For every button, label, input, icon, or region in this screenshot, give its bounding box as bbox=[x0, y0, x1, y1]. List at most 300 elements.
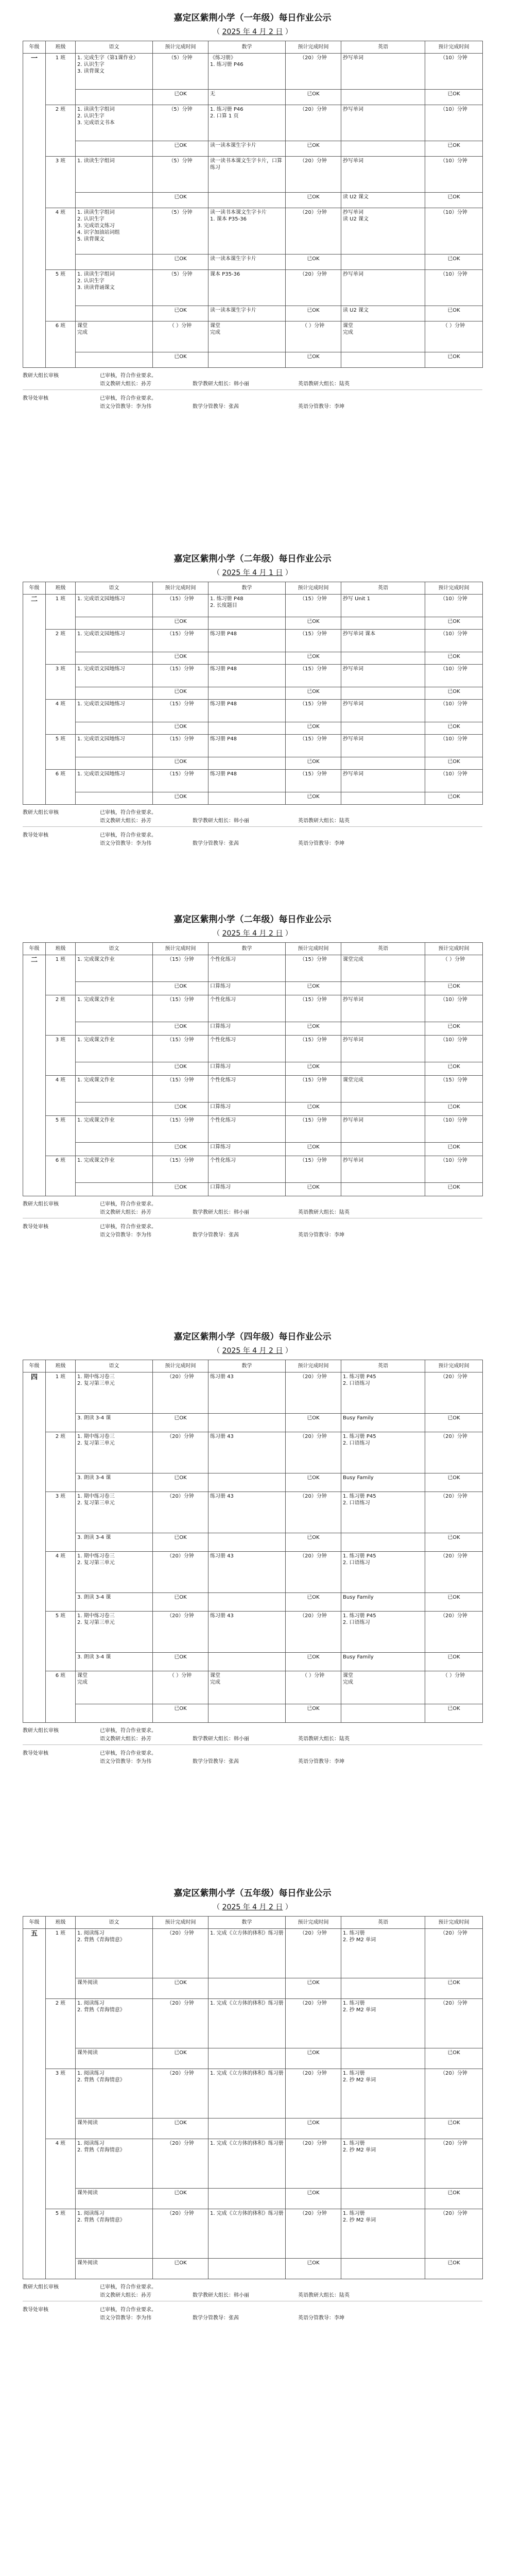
chinese-review-lead: 语文教研大组长：孙芳 bbox=[100, 818, 151, 824]
column-header: 语文 bbox=[76, 943, 153, 955]
math-time: 已OK bbox=[286, 722, 341, 735]
chinese-homework bbox=[76, 255, 153, 270]
chinese-homework: 1. 读读生字组词 bbox=[76, 157, 153, 193]
column-header: 预计完成时间 bbox=[153, 41, 208, 54]
math-time: （20）分钟 bbox=[286, 2069, 341, 2119]
table-row bbox=[23, 2189, 483, 2209]
date-open-paren: （ bbox=[213, 929, 222, 938]
english-review-lead: 英语教研大组长：陆英 bbox=[298, 2293, 350, 2298]
math-time: 已OK bbox=[286, 193, 341, 208]
chinese-homework bbox=[76, 757, 153, 770]
math-homework: 练习册 P48 bbox=[208, 700, 286, 722]
english-homework bbox=[341, 722, 425, 735]
math-homework: 读一读书本课文生字卡片，口算练习 bbox=[208, 157, 286, 193]
chinese-homework bbox=[76, 1103, 153, 1116]
math-time: 已OK bbox=[286, 306, 341, 321]
chinese-homework: 1. 读读生字组词 2. 认识生字 3. 完成语文练习 4. 识字加油站词组 5. 读背课文 bbox=[76, 208, 153, 255]
chinese-time: 已OK bbox=[153, 1183, 208, 1196]
class-cell: 2 班 bbox=[46, 995, 76, 1036]
english-time: （ ）分钟 bbox=[425, 955, 483, 982]
column-header: 年级 bbox=[23, 582, 46, 595]
chinese-time: （15）分钟 bbox=[153, 1076, 208, 1103]
math-time: （20）分钟 bbox=[286, 2139, 341, 2189]
math-homework: 个性化练习 bbox=[208, 1036, 286, 1062]
math-review-lead: 数学教研大组长：韩小丽 bbox=[193, 1210, 249, 1215]
english-homework: 抄写单词 bbox=[341, 105, 425, 141]
section-title: 嘉定区紫荆小学（二年级）每日作业公示 bbox=[173, 554, 332, 564]
review-label: 教研大组长审核 bbox=[23, 810, 59, 816]
table-row bbox=[23, 1929, 483, 1978]
chinese-time: （20）分钟 bbox=[153, 2209, 208, 2259]
math-time: （20）分钟 bbox=[286, 208, 341, 255]
chinese-homework bbox=[76, 141, 153, 157]
math-homework: 口算练习 bbox=[208, 1062, 286, 1076]
column-header: 预计完成时间 bbox=[153, 943, 208, 955]
class-cell: 5 班 bbox=[46, 2209, 76, 2279]
chinese-time: 已OK bbox=[153, 792, 208, 805]
table-row bbox=[23, 90, 483, 105]
table-row bbox=[23, 1156, 483, 1183]
english-homework bbox=[341, 1533, 425, 1552]
date-close-paren: ） bbox=[283, 929, 292, 938]
math-homework: 无 bbox=[208, 90, 286, 105]
chinese-time: （20）分钟 bbox=[153, 1929, 208, 1978]
english-homework: 1. 练习册 P45 2. 口语练习 bbox=[341, 1552, 425, 1593]
column-header: 年级 bbox=[23, 41, 46, 54]
english-homework: 课堂完成 bbox=[341, 955, 425, 982]
math-homework bbox=[208, 722, 286, 735]
chinese-time: 已OK bbox=[153, 652, 208, 665]
english-time: （20）分钟 bbox=[425, 1492, 483, 1533]
math-homework: 练习册 P48 bbox=[208, 770, 286, 792]
class-cell: 5 班 bbox=[46, 270, 76, 321]
math-homework: 口算练习 bbox=[208, 1022, 286, 1036]
date-value: 2025 年 4 月 2 日 bbox=[222, 1903, 283, 1911]
math-homework: 1. 练习册 P48 2. 长度题目 bbox=[208, 595, 286, 617]
math-time: （ ）分钟 bbox=[286, 321, 341, 352]
english-time: 已OK bbox=[425, 1103, 483, 1116]
english-homework bbox=[341, 2259, 425, 2279]
math-homework: 练习册 43 bbox=[208, 1552, 286, 1593]
math-homework: 读一读本课生字卡片 bbox=[208, 306, 286, 321]
english-time: （10）分钟 bbox=[425, 270, 483, 306]
table-row bbox=[23, 722, 483, 735]
english-time: 已OK bbox=[425, 1022, 483, 1036]
english-homework: 抄写单词 bbox=[341, 157, 425, 193]
table-row bbox=[23, 352, 483, 368]
date-close-paren: ） bbox=[283, 1347, 292, 1355]
math-time: （15）分钟 bbox=[286, 665, 341, 687]
english-homework: 1. 练习册 P45 2. 口语练习 bbox=[341, 1492, 425, 1533]
class-cell: 5 班 bbox=[46, 735, 76, 770]
column-header: 英语 bbox=[341, 1917, 425, 1929]
english-homework: 读 U2 课文 bbox=[341, 193, 425, 208]
table-row bbox=[23, 1062, 483, 1076]
section-title: 嘉定区紫荆小学（四年级）每日作业公示 bbox=[173, 1332, 332, 1342]
principal-block bbox=[23, 1749, 482, 1766]
math-time: 已OK bbox=[286, 1143, 341, 1156]
english-homework: 抄写单词 bbox=[341, 665, 425, 687]
grade-cell: 五 bbox=[23, 1929, 46, 2279]
chinese-homework bbox=[76, 1062, 153, 1076]
english-homework: 抄写单词 bbox=[341, 54, 425, 90]
chinese-time: （15）分钟 bbox=[153, 955, 208, 982]
math-time: 已OK bbox=[286, 1533, 341, 1552]
english-homework: Busy Family bbox=[341, 1473, 425, 1492]
table-row bbox=[23, 193, 483, 208]
math-homework: 课本 P35-36 bbox=[208, 270, 286, 306]
date-close-paren: ） bbox=[283, 1903, 292, 1911]
chinese-homework: 1. 阅读练习 2. 背熟《青海情意》 bbox=[76, 2069, 153, 2119]
english-homework bbox=[341, 2119, 425, 2139]
table-row bbox=[23, 1978, 483, 1999]
grade-cell: 二 bbox=[23, 595, 46, 805]
math-homework: 练习册 P48 bbox=[208, 630, 286, 652]
class-cell: 4 班 bbox=[46, 208, 76, 270]
math-homework: 读一读本课生字卡片 bbox=[208, 141, 286, 157]
chinese-time: 已OK bbox=[153, 1704, 208, 1723]
section-date bbox=[23, 26, 482, 37]
chinese-review-lead: 语文教研大组长：孙芳 bbox=[100, 381, 151, 387]
english-time: （ ）分钟 bbox=[425, 1671, 483, 1704]
column-header: 班级 bbox=[46, 1360, 76, 1372]
chinese-homework: 1. 读读生字组词 2. 认识生字 3. 读读背诵课文 bbox=[76, 270, 153, 306]
column-header: 语文 bbox=[76, 1917, 153, 1929]
english-homework bbox=[341, 652, 425, 665]
chinese-homework: 课外阅读 bbox=[76, 1978, 153, 1999]
table-row bbox=[23, 982, 483, 995]
section-4 bbox=[23, 1329, 482, 1765]
english-homework bbox=[341, 1103, 425, 1116]
math-review-lead: 数学教研大组长：韩小丽 bbox=[193, 1736, 249, 1742]
english-time: （10）分钟 bbox=[425, 630, 483, 652]
class-cell: 2 班 bbox=[46, 1999, 76, 2069]
english-time: （10）分钟 bbox=[425, 1116, 483, 1143]
chinese-time: 已OK bbox=[153, 1978, 208, 1999]
english-time: 已OK bbox=[425, 141, 483, 157]
class-cell: 2 班 bbox=[46, 630, 76, 665]
chinese-time: （15）分钟 bbox=[153, 770, 208, 792]
chinese-time: 已OK bbox=[153, 1473, 208, 1492]
english-homework bbox=[341, 687, 425, 700]
math-time: （20）分钟 bbox=[286, 1929, 341, 1978]
english-time: （10）分钟 bbox=[425, 770, 483, 792]
english-time: 已OK bbox=[425, 2259, 483, 2279]
chinese-time: 已OK bbox=[153, 306, 208, 321]
chinese-time: 已OK bbox=[153, 1593, 208, 1612]
chinese-time: 已OK bbox=[153, 757, 208, 770]
english-homework: 抄写 Unit 1 bbox=[341, 595, 425, 617]
chinese-time: （5）分钟 bbox=[153, 270, 208, 306]
date-open-paren: （ bbox=[213, 1347, 222, 1355]
chinese-homework: 1. 期中练习卷三 2. 复习第三单元 bbox=[76, 1432, 153, 1473]
column-header: 语文 bbox=[76, 582, 153, 595]
review-block bbox=[23, 2282, 482, 2300]
chinese-homework: 1. 阅读练习 2. 背熟《青海情意》 bbox=[76, 2139, 153, 2189]
table-row bbox=[23, 1612, 483, 1653]
english-time: 已OK bbox=[425, 1143, 483, 1156]
homework-table bbox=[23, 582, 483, 805]
chinese-homework: 课外阅读 bbox=[76, 2119, 153, 2139]
english-time: 已OK bbox=[425, 2119, 483, 2139]
review-approved: 已审核，符合作业要求。 bbox=[100, 1201, 156, 1207]
chinese-time: 已OK bbox=[153, 722, 208, 735]
chinese-homework: 课外阅读 bbox=[76, 2189, 153, 2209]
english-time: （20）分钟 bbox=[425, 2069, 483, 2119]
english-time: 已OK bbox=[425, 982, 483, 995]
column-header: 数学 bbox=[208, 582, 286, 595]
math-time: （20）分钟 bbox=[286, 157, 341, 193]
english-homework bbox=[341, 1978, 425, 1999]
chinese-homework bbox=[76, 617, 153, 630]
math-time: （ ）分钟 bbox=[286, 1671, 341, 1704]
math-homework bbox=[208, 687, 286, 700]
class-cell: 3 班 bbox=[46, 2069, 76, 2139]
grade-cell: 四 bbox=[23, 1372, 46, 1723]
math-time: 已OK bbox=[286, 792, 341, 805]
column-header: 班级 bbox=[46, 943, 76, 955]
math-homework: 个性化练习 bbox=[208, 1116, 286, 1143]
math-time: （15）分钟 bbox=[286, 1036, 341, 1062]
class-cell: 1 班 bbox=[46, 955, 76, 995]
chinese-homework bbox=[76, 352, 153, 368]
chinese-homework: 1. 完成语文园地练习 bbox=[76, 665, 153, 687]
english-time: （20）分钟 bbox=[425, 2139, 483, 2189]
table-row bbox=[23, 735, 483, 757]
math-time: 已OK bbox=[286, 1473, 341, 1492]
class-cell: 6 班 bbox=[46, 1156, 76, 1196]
english-time: 已OK bbox=[425, 193, 483, 208]
chinese-time: 已OK bbox=[153, 352, 208, 368]
table-row bbox=[23, 1999, 483, 2048]
chinese-time: （20）分钟 bbox=[153, 2069, 208, 2119]
english-homework bbox=[341, 255, 425, 270]
table-row bbox=[23, 1036, 483, 1062]
table-row bbox=[23, 687, 483, 700]
math-time: 已OK bbox=[286, 90, 341, 105]
chinese-review-lead: 语文教研大组长：孙芳 bbox=[100, 2293, 151, 2298]
english-director: 英语分管教导：李坤 bbox=[298, 1759, 344, 1765]
english-homework: 1. 练习册 2. 抄 M2 单词 bbox=[341, 1999, 425, 2048]
column-header: 预计完成时间 bbox=[425, 1917, 483, 1929]
english-time: 已OK bbox=[425, 722, 483, 735]
chinese-homework: 课堂 完成 bbox=[76, 321, 153, 352]
chinese-homework: 3. 朗读 3-4 课 bbox=[76, 1533, 153, 1552]
chinese-homework: 1. 期中练习卷三 2. 复习第三单元 bbox=[76, 1372, 153, 1414]
math-homework bbox=[208, 352, 286, 368]
table-row bbox=[23, 2119, 483, 2139]
column-header: 预计完成时间 bbox=[153, 1917, 208, 1929]
chinese-time: 已OK bbox=[153, 1414, 208, 1432]
column-header: 班级 bbox=[46, 582, 76, 595]
table-row bbox=[23, 1143, 483, 1156]
math-time: （15）分钟 bbox=[286, 955, 341, 982]
column-header: 预计完成时间 bbox=[153, 1360, 208, 1372]
table-row bbox=[23, 1022, 483, 1036]
english-homework: 课堂 完成 bbox=[341, 1671, 425, 1704]
table-row bbox=[23, 630, 483, 652]
chinese-time: （15）分钟 bbox=[153, 665, 208, 687]
math-homework bbox=[208, 193, 286, 208]
class-cell: 4 班 bbox=[46, 1552, 76, 1612]
math-homework bbox=[208, 1653, 286, 1671]
column-header: 语文 bbox=[76, 41, 153, 54]
section-date bbox=[23, 928, 482, 938]
math-homework bbox=[208, 652, 286, 665]
math-time: （20）分钟 bbox=[286, 270, 341, 306]
table-row bbox=[23, 955, 483, 982]
section-1 bbox=[23, 10, 482, 410]
table-row bbox=[23, 770, 483, 792]
review-label: 教研大组长审核 bbox=[23, 1728, 59, 1734]
grade-cell: 二 bbox=[23, 955, 46, 1196]
english-time: 已OK bbox=[425, 1473, 483, 1492]
column-header: 预计完成时间 bbox=[286, 1360, 341, 1372]
math-time: 已OK bbox=[286, 1978, 341, 1999]
chinese-director: 语文分管教导：李为伟 bbox=[100, 404, 151, 410]
principal-block bbox=[23, 2305, 482, 2323]
table-row bbox=[23, 321, 483, 352]
english-homework: 1. 练习册 2. 抄 M2 单词 bbox=[341, 2139, 425, 2189]
chinese-homework bbox=[76, 306, 153, 321]
english-homework: 1. 练习册 2. 抄 M2 单词 bbox=[341, 2209, 425, 2259]
english-homework: 抄写单词 bbox=[341, 700, 425, 722]
section-3 bbox=[23, 912, 482, 1238]
chinese-time: 已OK bbox=[153, 1653, 208, 1671]
english-time: （10）分钟 bbox=[425, 700, 483, 722]
english-homework: 抄写单词 bbox=[341, 270, 425, 306]
column-header: 语文 bbox=[76, 1360, 153, 1372]
chinese-time: 已OK bbox=[153, 982, 208, 995]
date-value: 2025 年 4 月 2 日 bbox=[222, 1347, 283, 1355]
chinese-time: 已OK bbox=[153, 141, 208, 157]
english-time: 已OK bbox=[425, 687, 483, 700]
math-homework: 1. 完成《立方体的体积》练习册 bbox=[208, 2209, 286, 2259]
math-time: （15）分钟 bbox=[286, 735, 341, 757]
math-homework: 口算练习 bbox=[208, 1103, 286, 1116]
principal-approved: 已审核，符合作业要求。 bbox=[100, 396, 156, 401]
math-homework: 1. 练习册 P46 2. 口算 1 页 bbox=[208, 105, 286, 141]
math-homework: 个性化练习 bbox=[208, 1076, 286, 1103]
chinese-homework bbox=[76, 1143, 153, 1156]
chinese-homework: 1. 阅读练习 2. 背熟《青海情意》 bbox=[76, 2209, 153, 2259]
english-homework: 1. 练习册 2. 抄 M2 单词 bbox=[341, 1929, 425, 1978]
math-homework: 口算练习 bbox=[208, 982, 286, 995]
math-time: 已OK bbox=[286, 1103, 341, 1116]
table-row bbox=[23, 2209, 483, 2259]
math-time: 已OK bbox=[286, 1704, 341, 1723]
chinese-time: （20）分钟 bbox=[153, 1432, 208, 1473]
chinese-director: 语文分管教导：李为伟 bbox=[100, 841, 151, 846]
chinese-homework: 3. 朗读 3-4 课 bbox=[76, 1414, 153, 1432]
column-header: 预计完成时间 bbox=[286, 1917, 341, 1929]
english-homework: 抄写单词 bbox=[341, 1036, 425, 1062]
math-review-lead: 数学教研大组长：韩小丽 bbox=[193, 381, 249, 387]
chinese-time: （ ）分钟 bbox=[153, 1671, 208, 1704]
english-director: 英语分管教导：李坤 bbox=[298, 1232, 344, 1238]
table-row bbox=[23, 1552, 483, 1593]
chinese-time: （20）分钟 bbox=[153, 2139, 208, 2189]
math-time: 已OK bbox=[286, 1183, 341, 1196]
math-time: （15）分钟 bbox=[286, 630, 341, 652]
chinese-homework: 1. 读读生字组词 2. 认识生字 3. 完成语文书本 bbox=[76, 105, 153, 141]
class-cell: 4 班 bbox=[46, 1076, 76, 1116]
english-homework: 1. 练习册 2. 抄 M2 单词 bbox=[341, 2069, 425, 2119]
english-time: （20）分钟 bbox=[425, 1552, 483, 1593]
class-cell: 4 班 bbox=[46, 700, 76, 735]
english-homework: 读 U2 课文 bbox=[341, 306, 425, 321]
math-homework bbox=[208, 2119, 286, 2139]
math-time: 已OK bbox=[286, 255, 341, 270]
english-time: 已OK bbox=[425, 652, 483, 665]
column-header: 预计完成时间 bbox=[425, 582, 483, 595]
chinese-time: （20）分钟 bbox=[153, 1372, 208, 1414]
principal-approved: 已审核，符合作业要求。 bbox=[100, 2307, 156, 2313]
grade-cell: 一 bbox=[23, 54, 46, 368]
date-close-paren: ） bbox=[283, 28, 292, 36]
math-homework bbox=[208, 1473, 286, 1492]
table-row bbox=[23, 1533, 483, 1552]
english-homework: 1. 练习册 P45 2. 口语练习 bbox=[341, 1612, 425, 1653]
column-header: 预计完成时间 bbox=[286, 41, 341, 54]
math-homework: 练习册 P48 bbox=[208, 735, 286, 757]
math-homework: 练习册 43 bbox=[208, 1372, 286, 1414]
math-time: （15）分钟 bbox=[286, 1156, 341, 1183]
math-time: 已OK bbox=[286, 1022, 341, 1036]
chinese-homework bbox=[76, 792, 153, 805]
class-cell: 1 班 bbox=[46, 595, 76, 630]
section-title: 嘉定区紫荆小学（一年级）每日作业公示 bbox=[173, 13, 332, 23]
chinese-time: （5）分钟 bbox=[153, 208, 208, 255]
date-value: 2025 年 4 月 2 日 bbox=[222, 28, 283, 36]
math-time: 已OK bbox=[286, 2189, 341, 2209]
english-time: （10）分钟 bbox=[425, 595, 483, 617]
english-homework bbox=[341, 617, 425, 630]
chinese-time: 已OK bbox=[153, 1533, 208, 1552]
math-homework bbox=[208, 1704, 286, 1723]
english-time: 已OK bbox=[425, 1062, 483, 1076]
chinese-time: （15）分钟 bbox=[153, 735, 208, 757]
math-director: 数学分管教导：张茜 bbox=[193, 841, 239, 846]
divider bbox=[23, 389, 482, 390]
class-cell: 2 班 bbox=[46, 1432, 76, 1492]
column-header: 预计完成时间 bbox=[153, 582, 208, 595]
chinese-time: （15）分钟 bbox=[153, 630, 208, 652]
chinese-homework: 1. 完成课文作业 bbox=[76, 995, 153, 1022]
chinese-time: （20）分钟 bbox=[153, 1999, 208, 2048]
chinese-time: 已OK bbox=[153, 1103, 208, 1116]
table-row bbox=[23, 1372, 483, 1414]
chinese-homework: 课堂 完成 bbox=[76, 1671, 153, 1704]
math-review-lead: 数学教研大组长：韩小丽 bbox=[193, 2293, 249, 2298]
english-time: 已OK bbox=[425, 1593, 483, 1612]
section-date bbox=[23, 1902, 482, 1912]
section-date bbox=[23, 1345, 482, 1355]
chinese-time: （20）分钟 bbox=[153, 1552, 208, 1593]
math-time: 已OK bbox=[286, 2048, 341, 2069]
class-cell: 1 班 bbox=[46, 54, 76, 105]
chinese-time: （15）分钟 bbox=[153, 1116, 208, 1143]
english-time: （10）分钟 bbox=[425, 735, 483, 757]
chinese-time: （20）分钟 bbox=[153, 1612, 208, 1653]
english-time: （20）分钟 bbox=[425, 1612, 483, 1653]
chinese-homework bbox=[76, 1022, 153, 1036]
chinese-time: 已OK bbox=[153, 1062, 208, 1076]
chinese-homework: 1. 完成课文作业 bbox=[76, 1116, 153, 1143]
table-row bbox=[23, 1116, 483, 1143]
principal-block bbox=[23, 394, 482, 411]
math-time: （20）分钟 bbox=[286, 1372, 341, 1414]
